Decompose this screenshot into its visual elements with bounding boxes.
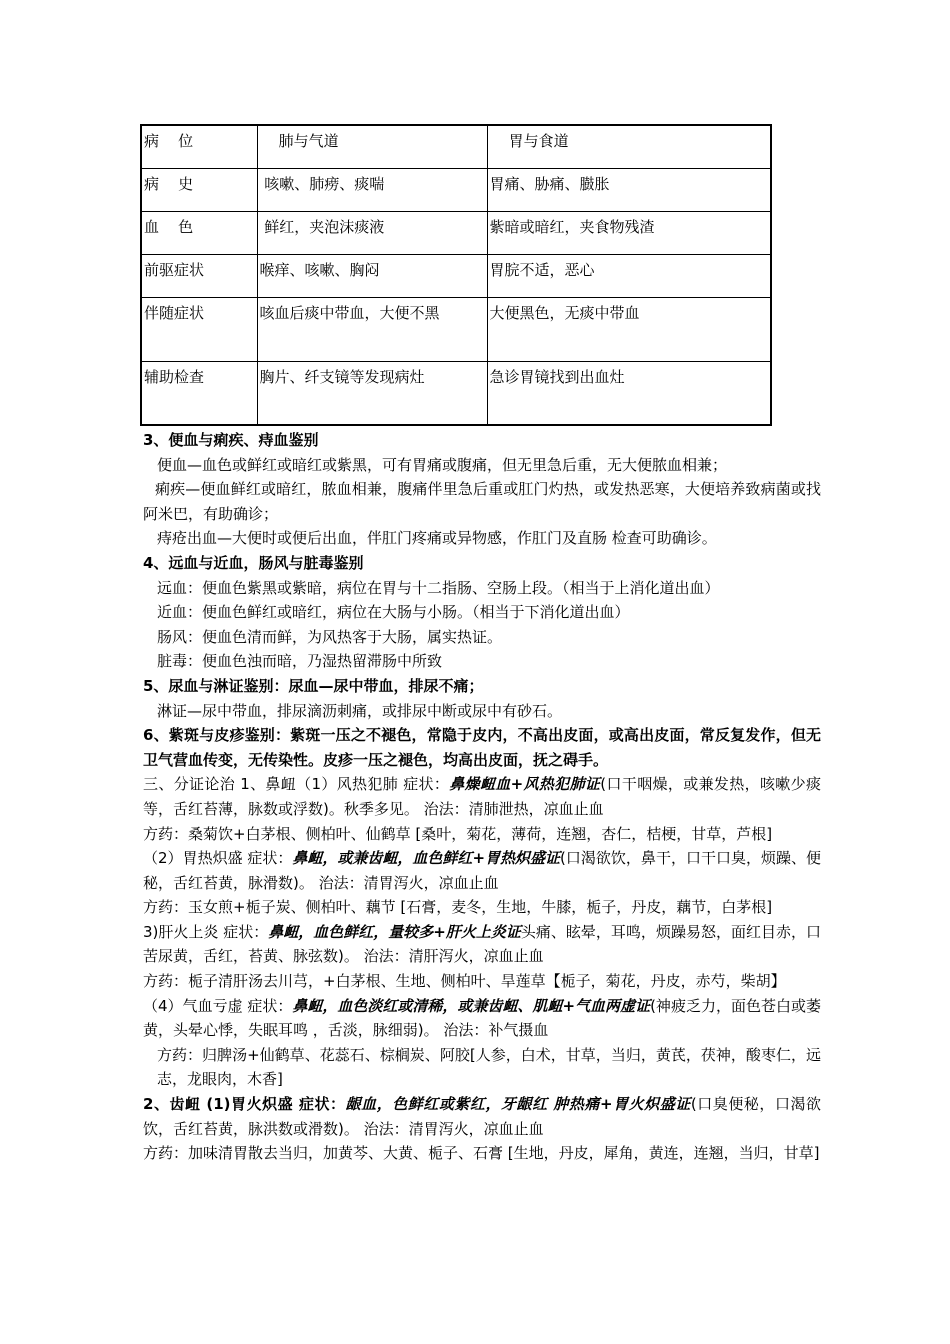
paragraph: 脏毒：便血色浊而暗，乃湿热留滞肠中所致 — [157, 652, 443, 671]
paragraph: 远血：便血色紫黑或紫暗，病位在胃与十二指肠、空肠上段。（相当于上消化道出血） — [157, 578, 720, 597]
comparison-table — [140, 124, 772, 426]
table-cell: 鲜红，夹泡沫痰液 — [257, 211, 487, 254]
table-cell: 紫暗或暗红，夹食物残渣 — [487, 211, 771, 254]
text-span: 头痛、眩晕，耳鸣，烦躁易怒，面红目赤，口苦尿黄，舌红，苔黄、脉弦数)。 治法：清肝泻火，凉血止血 — [143, 922, 821, 966]
text-span: (口干咽燥，或兼发热，咳嗽少痰等，舌红苔薄，脉数或浮数)。秋季多见。 治法：清肺泄热，凉血止血 — [143, 775, 822, 818]
table-cell: 肺与气道 — [257, 125, 487, 168]
table-cell: 胸片、纤支镜等发现病灶 — [257, 361, 487, 425]
paragraph — [143, 477, 821, 526]
paragraph: 便血—血色或鲜红或暗红或紫黑，可有胃痛或腹痛，但无里急后重，无大便脓血相兼； — [157, 455, 728, 474]
section-heading: 3、便血与痢疾、痔血鉴别 — [143, 431, 319, 449]
paragraph: 肠风：便血色清而鲜，为风热客于大肠，属实热证。 — [157, 627, 503, 646]
table-cell: 辅助检查 — [141, 361, 257, 425]
paragraph: 方药：加味清胃散去当归，加黄芩、大黄、栀子、石膏 [生地，丹皮，犀角，黄连，连翘，当归，甘草] — [143, 1144, 820, 1163]
text-span: （4）气血亏虚 症状： — [143, 996, 293, 1015]
text-span: （2）胃热炽盛 症状： — [143, 849, 293, 868]
table-cell: 喉痒、咳嗽、胸闷 — [257, 254, 487, 297]
section-heading: 4、远血与近血，肠风与脏毒鉴别 — [143, 553, 364, 572]
table-row — [141, 168, 771, 211]
paragraph — [143, 846, 821, 895]
table-cell: 急诊胃镜找到出血灶 — [487, 361, 771, 425]
text-span: 三、分证论治 1、鼻衄（1）风热犯肺 症状： — [143, 775, 450, 794]
table-cell: 胃痛、胁痛、臌胀 — [487, 168, 771, 211]
paragraph: 方药：栀子清肝汤去川芎，+白茅根、生地、侧柏叶、旱莲草【栀子，菊花，丹皮，赤芍，柴胡】 — [143, 972, 786, 991]
paragraph — [143, 772, 821, 821]
text-span: 2、齿衄 (1)胃火炽盛 症状： — [143, 1095, 346, 1114]
table-row — [141, 361, 771, 425]
table-cell: 前驱症状 — [141, 254, 257, 297]
table-row — [141, 297, 771, 361]
text-span: 痢疾—便血鲜红或暗红，脓血相兼，腹痛伴里急后重或肛门灼热，或发热恶寒，大便培养致病菌或找阿米巴，有助确诊； — [143, 480, 821, 523]
table-cell: 大便黑色，无痰中带血 — [487, 297, 771, 361]
section-heading: 5、尿血与淋证鉴别：尿血—尿中带血，排尿不痛； — [143, 676, 484, 695]
paragraph — [143, 920, 821, 969]
paragraph: 淋证—尿中带血，排尿滴沥刺痛，或排尿中断或尿中有砂石。 — [157, 701, 563, 720]
paragraph: 方药：玉女煎+栀子炭、侧柏叶、藕节 [石膏，麦冬，生地，牛膝，栀子，丹皮，藕节，白茅根] — [143, 898, 773, 917]
text-span: (口渴欲饮，鼻干，口干口臭，烦躁、便秘，舌红苔黄，脉滑数)。 治法：清胃泻火，凉血止血 — [143, 849, 821, 892]
paragraph — [143, 994, 821, 1043]
paragraph: 痔疮出血—大便时或便后出血，伴肛门疼痛或异物感，作肛门及直肠 检查可助确诊。 — [157, 529, 717, 548]
table-cell: 咳血后痰中带血，大便不黑 — [257, 297, 487, 361]
paragraph: 6、紫斑与皮疹鉴别：紫斑一压之不褪色，常隐于皮内，不高出皮面，或高出皮面，常反复发作，但无卫气营血传变，无传染性。皮疹一压之褪色，均高出皮面，抚之碍手。 — [143, 726, 821, 769]
emphasis-text: 鼻衄，血色淡红或清稀，或兼齿衄、肌衄+气血两虚证 — [292, 996, 651, 1015]
table-cell: 血 色 — [141, 211, 257, 254]
emphasis-text: 龈血，色鲜红或紫红，牙龈红 肿热痛+胃火炽盛证 — [345, 1095, 691, 1114]
emphasis-text: 鼻衄，血色鲜红，量较多+肝火上炎证 — [268, 922, 521, 941]
table-cell: 胃与食道 — [487, 125, 771, 168]
table-cell: 咳嗽、肺痨、痰喘 — [257, 168, 487, 211]
emphasis-text: 鼻衄，或兼齿衄，血色鲜红+胃热炽盛证 — [292, 849, 561, 868]
table-row — [141, 125, 771, 168]
document-body — [143, 428, 821, 1166]
text-span: 3)肝火上炎 症状： — [143, 922, 269, 941]
text-span: (神疲乏力，面色苍白或萎黄，头晕心悸，失眠耳鸣 ，舌淡，脉细弱)。 治法：补气摄血 — [143, 996, 821, 1040]
text-span: (口臭便秘，口渴欲饮，舌红苔黄，脉洪数或滑数)。 治法：清胃泻火，凉血止血 — [143, 1095, 822, 1138]
table-row — [141, 254, 771, 297]
paragraph: 近血：便血色鲜红或暗红，病位在大肠与小肠。（相当于下消化道出血） — [157, 603, 630, 622]
paragraph: 方药：桑菊饮+白茅根、侧柏叶、仙鹤草 [桑叶，菊花，薄荷，连翘，杏仁，桔梗，甘草，芦根] — [143, 824, 773, 843]
table-cell: 胃脘不适，恶心 — [487, 254, 771, 297]
paragraph — [143, 1092, 821, 1141]
paragraph: 方药：归脾汤+仙鹤草、花蕊石、棕榈炭、阿胶[人参，白术，甘草，当归，黄芪，茯神，酸枣仁，远志，龙眼肉，木香] — [157, 1045, 821, 1089]
table-cell: 伴随症状 — [141, 297, 257, 361]
table-cell: 病 位 — [141, 125, 257, 168]
table-cell: 病 史 — [141, 168, 257, 211]
emphasis-text: 鼻燥衄血+风热犯肺证 — [449, 775, 601, 794]
table-row — [141, 211, 771, 254]
